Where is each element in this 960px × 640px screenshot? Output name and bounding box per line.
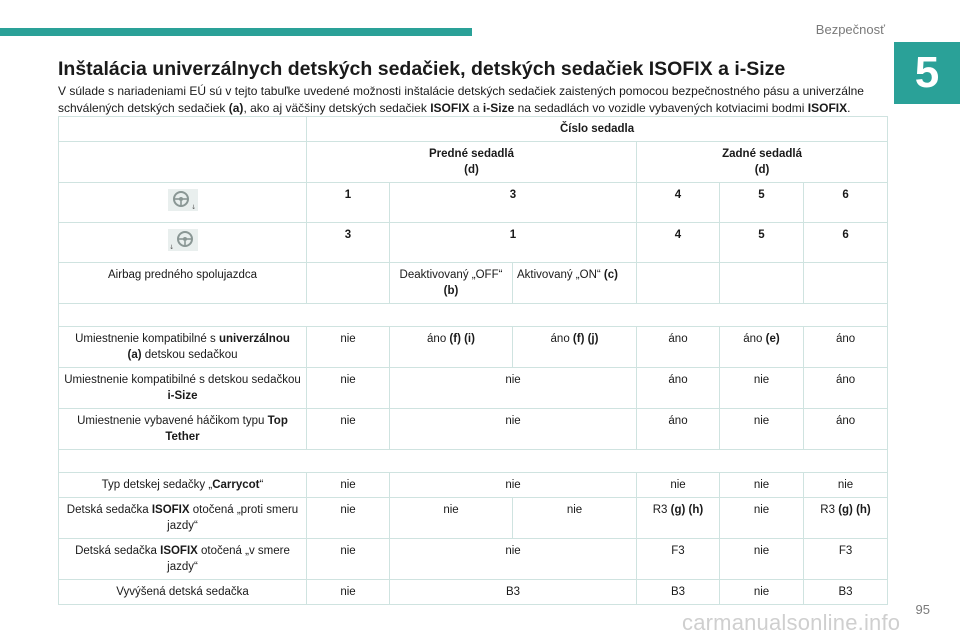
value-cell: nie [307, 327, 390, 368]
value-ref: (g) (h) [670, 504, 704, 516]
value-cell: nie [307, 580, 390, 605]
value-ref: (e) [765, 333, 780, 345]
carrycot-label [59, 473, 307, 498]
empty-cell [59, 142, 307, 183]
value-cell: áno [637, 368, 720, 409]
value-ref: (f) (j) [572, 333, 599, 345]
label-text: otočená „proti smeru jazdy“ [167, 504, 299, 532]
empty-cell [637, 263, 720, 304]
toptether-label [59, 409, 307, 450]
value-ref: (f) (i) [449, 333, 475, 345]
value-cell: nie [390, 409, 637, 450]
value-cell: nie [720, 580, 804, 605]
seat-cell: 5 [720, 223, 804, 263]
header-accent-bar [0, 28, 472, 36]
airbag-on-cell [513, 263, 637, 304]
empty-cell [59, 117, 307, 142]
rear-seats-ref: (d) [754, 164, 770, 176]
label-bold: ISOFIX [160, 545, 198, 557]
watermark-text: carmanualsonline.info [682, 610, 901, 635]
empty-cell [804, 263, 888, 304]
steering-wheel-lhd-icon [168, 189, 198, 211]
value-cell: áno [804, 409, 888, 450]
table-row [59, 473, 888, 498]
label-text: Detská sedačka [75, 545, 157, 557]
lhd-icon-cell [59, 183, 307, 223]
rhd-icon-cell [59, 223, 307, 263]
intro-isize: i-Size [482, 101, 515, 115]
seat-cell: 1 [390, 223, 637, 263]
booster-label: Vyvýšená detská sedačka [59, 580, 307, 605]
chapter-number-tab: 5 [894, 42, 960, 104]
seat-cell: 6 [804, 223, 888, 263]
value-text: áno [550, 333, 570, 345]
label-bold: Top Tether [165, 415, 288, 443]
label-text: Detská sedačka [66, 504, 149, 516]
table-row [59, 368, 888, 409]
isofix-front-label [59, 539, 307, 580]
value-cell: nie [307, 368, 390, 409]
value-cell [513, 327, 637, 368]
table-row [59, 580, 888, 605]
value-cell: áno [804, 327, 888, 368]
empty-cell [307, 263, 390, 304]
value-cell: F3 [637, 539, 720, 580]
isize-label [59, 368, 307, 409]
rear-seats-label: Zadné sedadlá [722, 148, 802, 160]
label-text: detskou sedačkou [144, 349, 238, 361]
value-cell: nie [720, 473, 804, 498]
rear-seats-header [637, 142, 888, 183]
intro-isofix: ISOFIX [807, 101, 848, 115]
value-cell: B3 [804, 580, 888, 605]
value-cell [720, 327, 804, 368]
page-title: Inštalácia univerzálnych detských sedačiek, detských sedačiek ISOFIX a i-Size [58, 58, 786, 80]
seat-cell: 6 [804, 183, 888, 223]
universal-label [59, 327, 307, 368]
airbag-on-ref: (c) [603, 269, 618, 281]
label-bold: ISOFIX [151, 504, 190, 516]
seat-number-header: Číslo sedadla [307, 117, 888, 142]
child-seat-table [58, 116, 888, 605]
intro-ref-a: (a) [228, 101, 244, 115]
label-text: “ [259, 479, 264, 491]
airbag-label: Airbag predného spolujazdca [59, 263, 307, 304]
table-row [59, 498, 888, 539]
value-cell: nie [720, 539, 804, 580]
value-cell: nie [307, 409, 390, 450]
front-seats-header [307, 142, 637, 183]
value-text: áno [743, 333, 763, 345]
value-cell [637, 498, 720, 539]
table-row [59, 183, 888, 223]
intro-text: na sedadlách vo vozidle vybavených kotviacimi bodmi [517, 101, 805, 115]
table-spacer-row [59, 304, 888, 327]
isofix-rear-label [59, 498, 307, 539]
airbag-off-ref: (b) [443, 285, 459, 297]
value-cell: nie [720, 498, 804, 539]
label-bold: univerzálnou [218, 333, 290, 345]
value-cell: nie [390, 368, 637, 409]
table-row [59, 223, 888, 263]
front-seats-ref: (d) [464, 164, 479, 176]
empty-cell [720, 263, 804, 304]
section-label: Bezpečnosť [815, 22, 885, 37]
airbag-off-text: Deaktivovaný „OFF“ [399, 269, 503, 281]
intro-text: a [472, 101, 480, 115]
seat-cell: 4 [637, 223, 720, 263]
table-row [59, 117, 888, 142]
empty-cell [59, 304, 888, 327]
table-row [59, 263, 888, 304]
intro-text: , ako aj väčšiny detských sedačiek [243, 101, 427, 115]
intro-paragraph [58, 83, 878, 117]
value-cell: áno [804, 368, 888, 409]
empty-cell [59, 450, 888, 473]
value-text: áno [427, 333, 447, 345]
intro-text: V súlade s nariadeniami EÚ sú v tejto tabuľke uvedené možnosti inštalácie detských sedačiek zaistených pomocou bezpečnostného pásu a univerzálne schválených detských sedačiek [58, 84, 864, 115]
steering-wheel-rhd-icon [168, 229, 198, 251]
label-text: Umiestnenie kompatibilné s [75, 333, 216, 345]
label-text: otočená „v smere jazdy“ [167, 545, 290, 573]
value-cell: B3 [637, 580, 720, 605]
value-cell [804, 498, 888, 539]
seat-cell: 3 [307, 223, 390, 263]
value-cell: nie [513, 498, 637, 539]
value-cell: áno [637, 409, 720, 450]
value-ref: (g) (h) [838, 504, 871, 516]
svg-text:↓: ↓ [190, 204, 196, 211]
value-text: R3 [652, 504, 668, 516]
value-cell: B3 [390, 580, 637, 605]
value-cell: nie [390, 498, 513, 539]
value-cell: nie [307, 473, 390, 498]
table-row [59, 539, 888, 580]
intro-text: . [847, 101, 851, 115]
label-text: Typ detskej sedačky „ [101, 479, 213, 491]
intro-isofix: ISOFIX [430, 101, 470, 115]
airbag-off-cell [390, 263, 513, 304]
label-text: Umiestnenie vybavené háčikom typu [77, 415, 265, 427]
value-cell: nie [637, 473, 720, 498]
seat-cell: 4 [637, 183, 720, 223]
seat-cell: 1 [307, 183, 390, 223]
svg-text:↓: ↓ [168, 244, 174, 251]
value-cell: nie [804, 473, 888, 498]
table-row [59, 327, 888, 368]
table-row [59, 142, 888, 183]
value-cell [390, 327, 513, 368]
label-text: Umiestnenie kompatibilné s detskou sedačkou [64, 374, 301, 386]
seat-cell: 5 [720, 183, 804, 223]
value-cell: nie [390, 539, 637, 580]
page-number: 95 [915, 602, 930, 617]
value-cell: nie [307, 498, 390, 539]
table-row [59, 409, 888, 450]
front-seats-label: Predné sedadlá [428, 148, 514, 160]
value-text: R3 [820, 504, 835, 516]
value-cell: nie [720, 368, 804, 409]
airbag-on-text: Aktivovaný „ON“ [517, 269, 601, 281]
value-cell: F3 [804, 539, 888, 580]
label-bold: Carrycot [212, 479, 260, 491]
value-cell: nie [390, 473, 637, 498]
seat-cell: 3 [390, 183, 637, 223]
label-ref: (a) [127, 349, 142, 361]
label-bold: i-Size [167, 390, 198, 402]
value-cell: nie [720, 409, 804, 450]
value-cell: nie [307, 539, 390, 580]
value-cell: áno [637, 327, 720, 368]
table-spacer-row [59, 450, 888, 473]
